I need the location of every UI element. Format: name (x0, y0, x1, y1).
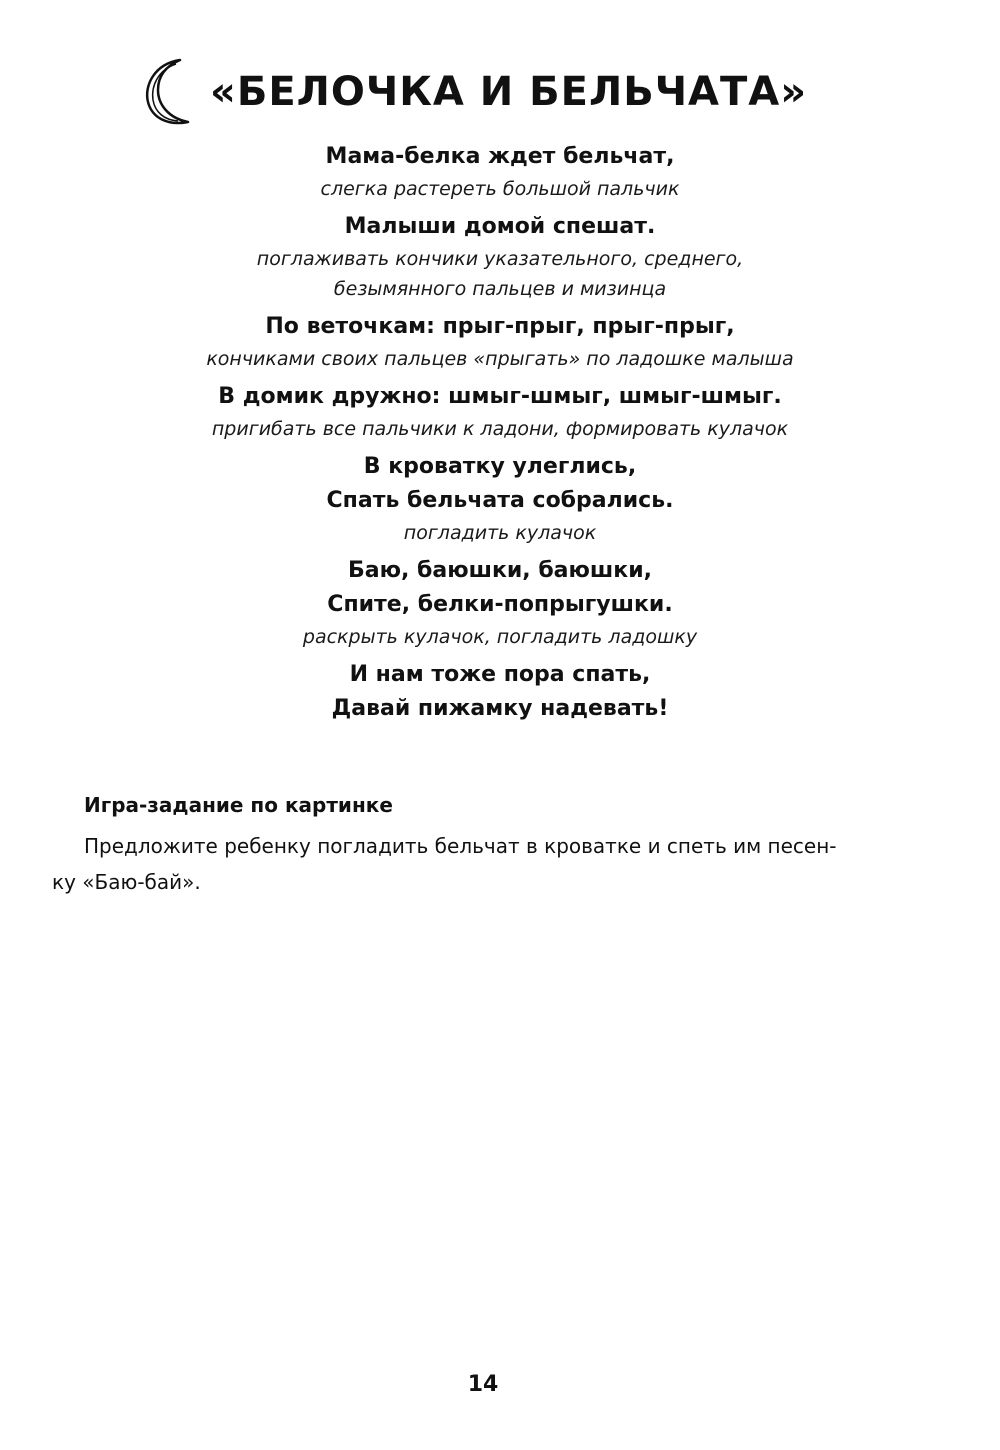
instruction-line: поглаживать кончики указательного, среднего, (256, 248, 744, 270)
task-text (52, 828, 932, 900)
poem-line: Спать бельчата собрались. (326, 488, 674, 513)
instruction-line: безымянного пальцев и мизинца (333, 278, 667, 300)
poem-line: И нам тоже пора спать, (349, 662, 651, 687)
page-number: 14 (467, 1372, 499, 1397)
task-heading: Игра-задание по картинке (84, 793, 393, 817)
poem-line: В кроватку улеглись, (363, 454, 637, 479)
poem-line: Давай пижамку надевать! (331, 696, 669, 721)
poem (0, 140, 1000, 726)
poem-line: Баю, баюшки, баюшки, (347, 558, 652, 583)
poem-line: Спите, белки-попрыгушки. (327, 592, 673, 617)
page-title: «БЕЛОЧКА И БЕЛЬЧАТА» (210, 69, 808, 115)
task-text-line: ку «Баю-бай». (52, 870, 201, 894)
poem-line: Малыши домой спешат. (344, 214, 656, 239)
instruction-line: пригибать все пальчики к ладони, формировать кулачок (211, 418, 789, 440)
instruction-line: погладить кулачок (403, 522, 597, 544)
crescent-moon-icon (140, 56, 196, 128)
instruction-line: слегка растереть большой пальчик (320, 178, 680, 200)
poem-line: В домик дружно: шмыг-шмыг, шмыг-шмыг. (218, 384, 782, 409)
instruction-line: кончиками своих пальцев «прыгать» по ладошке малыша (206, 348, 794, 370)
instruction-line: раскрыть кулачок, погладить ладошку (302, 626, 698, 648)
poem-line: По веточкам: прыг-прыг, прыг-прыг, (265, 314, 735, 339)
task-text-line: Предложите ребенку погладить бельчат в кроватке и спеть им песен- (84, 834, 837, 858)
title-row (140, 52, 807, 132)
poem-line: Мама-белка ждет бельчат, (325, 144, 675, 169)
